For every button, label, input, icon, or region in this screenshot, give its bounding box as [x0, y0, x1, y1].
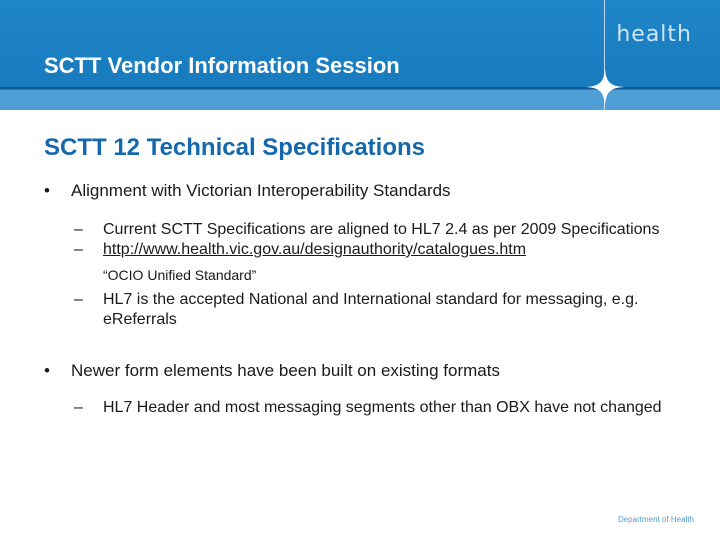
presentation-title: SCTT Vendor Information Session	[44, 53, 400, 78]
sub-bullet-item	[44, 220, 684, 240]
slide-header	[0, 0, 720, 110]
four-point-star-icon	[586, 68, 624, 106]
bullet-marker: •	[44, 181, 50, 200]
dash-marker: –	[74, 291, 83, 308]
slide-title: SCTT 12 Technical Specifications	[44, 134, 425, 161]
bullet-item	[44, 180, 684, 202]
sub-bullet-text: HL7 is the accepted National and International standard for messaging, e.g. eReferrals	[103, 291, 639, 328]
standard-note: “OCIO Unified Standard”	[103, 267, 257, 283]
bullet-text: Alignment with Victorian Interoperability Standards	[71, 181, 451, 200]
dash-marker: –	[74, 221, 83, 238]
sub-bullet-item	[44, 398, 684, 418]
bullet-item	[44, 360, 684, 382]
health-logo-text: health	[616, 22, 692, 47]
bullet-marker: •	[44, 361, 50, 380]
dash-marker: –	[74, 241, 83, 258]
bullet-text: Newer form elements have been built on existing formats	[71, 361, 500, 380]
sub-bullet-text: HL7 Header and most messaging segments other than OBX have not changed	[103, 399, 662, 416]
department-footer: Department of Health	[617, 515, 694, 524]
dash-marker: –	[74, 399, 83, 416]
sub-bullet-text: Current SCTT Specifications are aligned to HL7 2.4 as per 2009 Specifications	[103, 221, 660, 238]
sub-bullet-item	[44, 290, 684, 330]
catalogues-link[interactable]: http://www.health.vic.gov.au/designauthority/catalogues.htm	[103, 241, 527, 258]
sub-bullet-item	[44, 240, 684, 260]
bullet-list	[44, 180, 684, 418]
